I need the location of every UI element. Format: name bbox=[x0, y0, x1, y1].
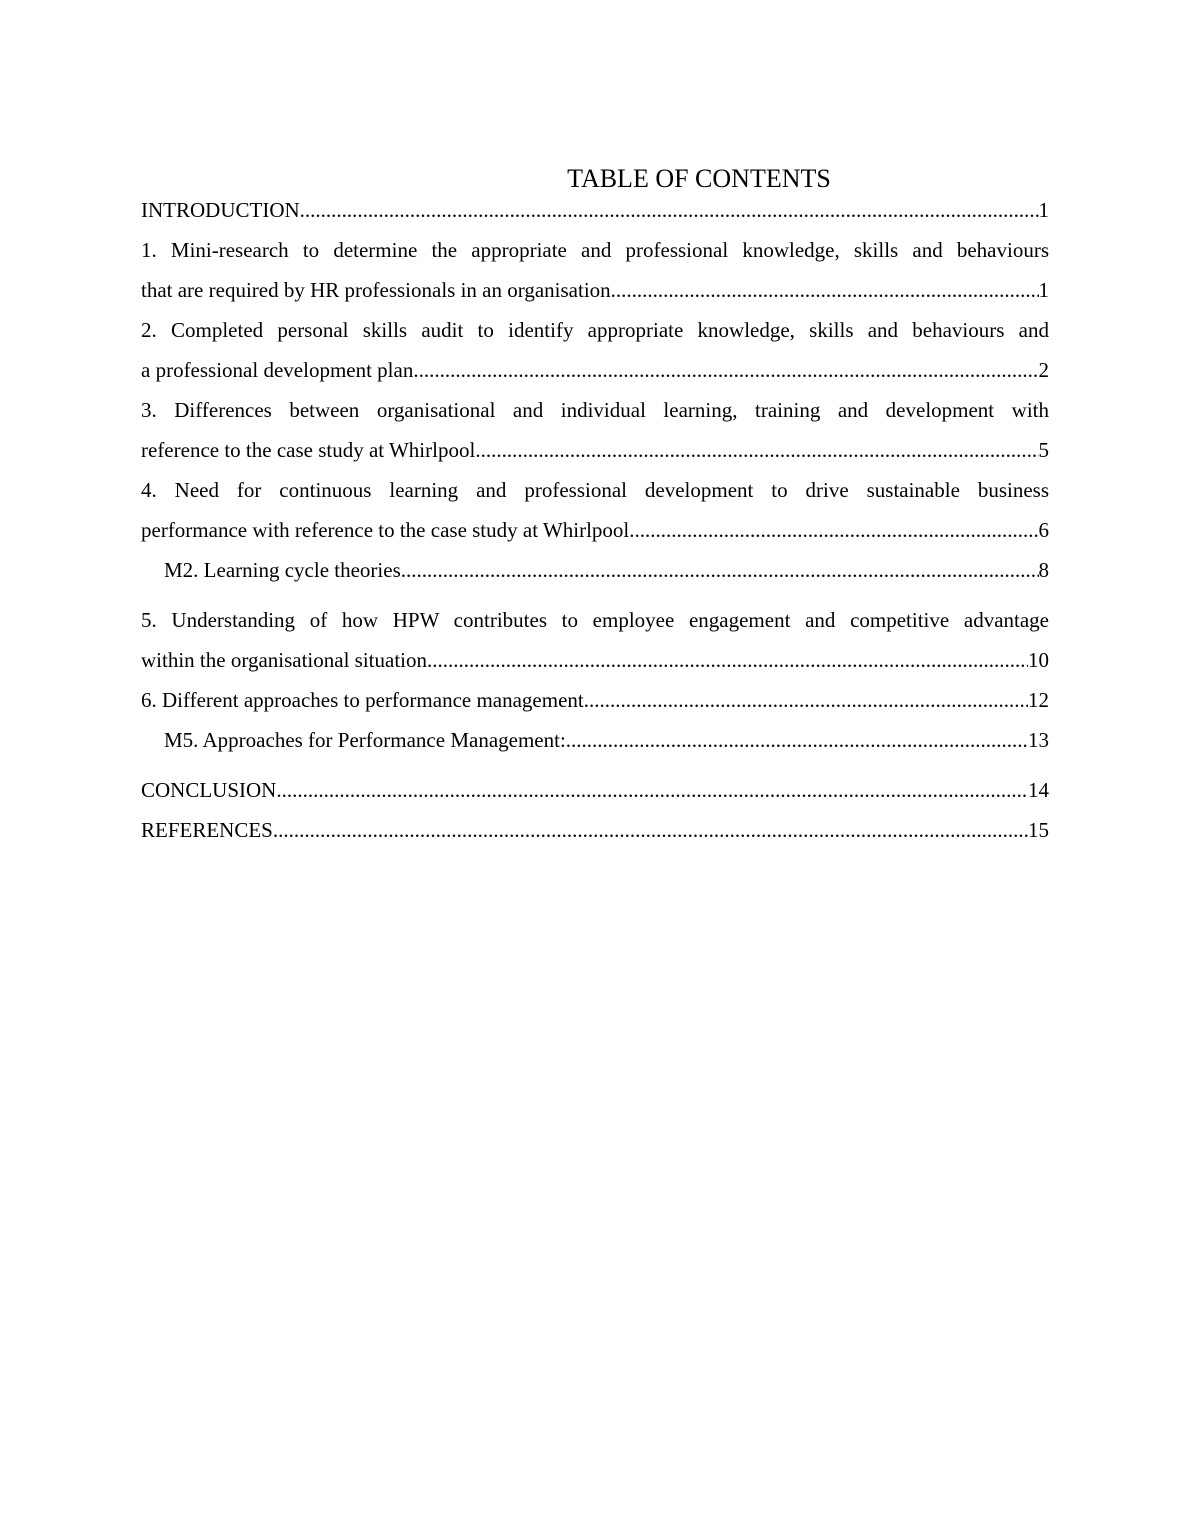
dot-leader bbox=[276, 770, 1028, 810]
toc-page-number: 2 bbox=[1038, 358, 1049, 382]
toc-page-number: 14 bbox=[1028, 778, 1049, 802]
toc-entry-label-line: 3. Differences between organisational and individual learning, training and development with bbox=[141, 398, 1049, 422]
toc-entry-section-1[interactable] bbox=[141, 230, 1049, 310]
toc-entry-label: that are required by HR professionals in an organisation bbox=[141, 278, 611, 302]
dot-leader bbox=[475, 430, 1038, 470]
toc-entry-label: within the organisational situation bbox=[141, 648, 427, 672]
toc-entry-section-6[interactable] bbox=[141, 680, 1049, 720]
toc-entry-label: M2. Learning cycle theories bbox=[164, 558, 401, 582]
toc-page-number: 10 bbox=[1028, 648, 1049, 672]
toc-page-number: 12 bbox=[1028, 688, 1049, 712]
toc-page-number: 1 bbox=[1038, 278, 1049, 302]
toc-entry-m5[interactable] bbox=[141, 720, 1049, 760]
toc-entry-label-line: 2. Completed personal skills audit to identify appropriate knowledge, skills and behaviours and bbox=[141, 318, 1049, 342]
toc-entry-label: INTRODUCTION bbox=[141, 198, 300, 222]
toc-entry-label: a professional development plan bbox=[141, 358, 414, 382]
toc-entry-section-2[interactable] bbox=[141, 310, 1049, 390]
toc-entry-label: reference to the case study at Whirlpool bbox=[141, 438, 476, 462]
toc-entry-label: REFERENCES bbox=[141, 818, 273, 842]
toc-entry-label: M5. Approaches for Performance Management: bbox=[164, 728, 566, 752]
table-of-contents bbox=[141, 190, 1049, 850]
toc-entry-references[interactable] bbox=[141, 810, 1049, 850]
toc-page-number: 6 bbox=[1038, 518, 1049, 542]
dot-leader bbox=[273, 810, 1028, 850]
toc-entry-label-line: 4. Need for continuous learning and professional development to drive sustainable business bbox=[141, 478, 1049, 502]
dot-leader bbox=[401, 550, 1039, 590]
toc-entry-conclusion[interactable] bbox=[141, 770, 1049, 810]
toc-entry-section-3[interactable] bbox=[141, 390, 1049, 470]
toc-page-number: 15 bbox=[1028, 818, 1049, 842]
dot-leader bbox=[300, 190, 1039, 230]
dot-leader bbox=[611, 270, 1039, 310]
dot-leader bbox=[427, 640, 1028, 680]
toc-page-number: 8 bbox=[1038, 558, 1049, 582]
toc-entry-label: 6. Different approaches to performance management bbox=[141, 688, 584, 712]
page-title: TABLE OF CONTENTS bbox=[567, 164, 831, 193]
dot-leader bbox=[629, 510, 1038, 550]
dot-leader bbox=[566, 720, 1028, 760]
toc-entry-section-5[interactable] bbox=[141, 600, 1049, 680]
toc-entry-introduction[interactable] bbox=[141, 190, 1049, 230]
toc-page-number: 1 bbox=[1038, 198, 1049, 222]
toc-entry-label: CONCLUSION bbox=[141, 778, 277, 802]
toc-entry-label-line: 5. Understanding of how HPW contributes to employee engagement and competitive advantage bbox=[141, 608, 1049, 632]
toc-entry-section-4[interactable] bbox=[141, 470, 1049, 550]
toc-page-number: 13 bbox=[1028, 728, 1049, 752]
dot-leader bbox=[584, 680, 1028, 720]
toc-entry-label-line: 1. Mini-research to determine the appropriate and professional knowledge, skills and behaviours bbox=[141, 238, 1049, 262]
dot-leader bbox=[413, 350, 1038, 390]
toc-entry-label: performance with reference to the case study at Whirlpool bbox=[141, 518, 630, 542]
toc-entry-m2[interactable] bbox=[141, 550, 1049, 590]
toc-page-number: 5 bbox=[1038, 438, 1049, 462]
